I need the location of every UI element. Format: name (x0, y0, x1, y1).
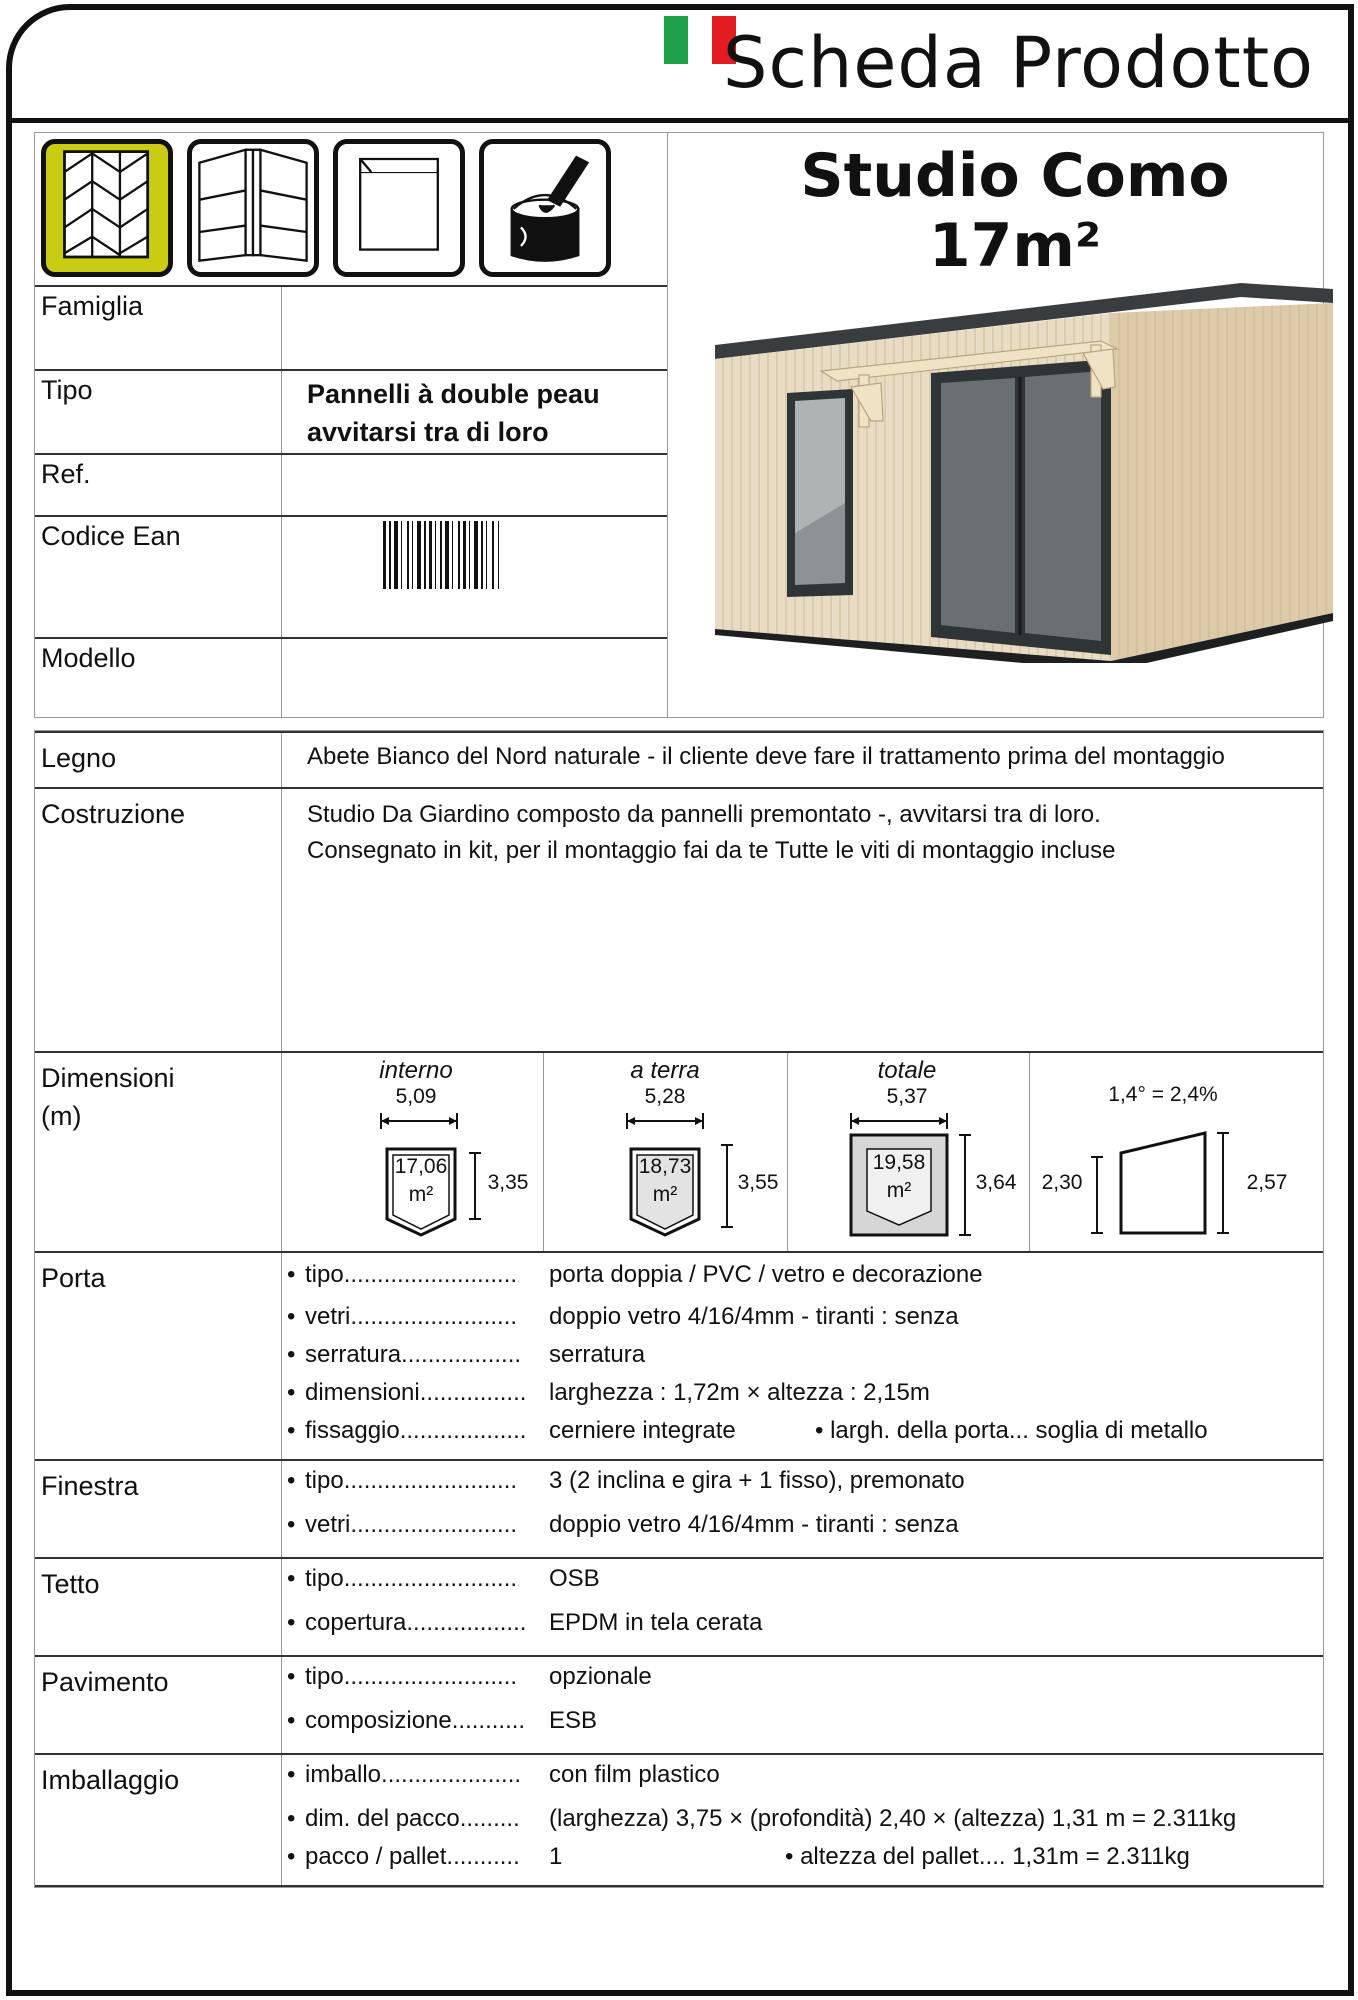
tipo-value: Pannelli à double peau avvitarsi tra di loro (307, 379, 600, 447)
porta-item: • fissaggio................... cerniere integrate • largh. della porta... soglia di metallo (287, 1417, 1208, 1444)
famiglia-row (35, 285, 667, 369)
feature-icons (35, 133, 667, 285)
paint-bucket-icon (479, 139, 611, 277)
dimensioni-row (35, 1051, 1323, 1251)
barcode-icon (381, 521, 591, 591)
tetto-row (35, 1557, 1323, 1655)
tipo-label: Tipo (41, 375, 93, 405)
dim-interno-label: interno (379, 1057, 453, 1084)
porta-item: • vetri......................... doppio vetro 4/16/4mm - tiranti : senza (287, 1303, 959, 1330)
spec-table (34, 730, 1324, 1888)
wood-pattern-icon (41, 139, 173, 277)
roof-profile-icon (1089, 1129, 1229, 1239)
porta-item: • tipo.......................... porta doppia / PVC / vetro e decorazione (287, 1261, 983, 1288)
product-header-block (34, 132, 1324, 718)
panels-icon (187, 139, 319, 277)
roof-high-height: 2,57 (1246, 1171, 1288, 1194)
product-image (711, 283, 1351, 663)
dim-interno (281, 1053, 543, 1251)
dim-totale-width: 5,37 (886, 1085, 928, 1108)
frame-box-icon (333, 139, 465, 277)
porta-item: • dimensioni................ larghezza : 1,72m × altezza : 2,15m (287, 1379, 930, 1406)
modello-label: Modello (41, 643, 136, 673)
dim-a-terra-unit: m² (652, 1183, 678, 1206)
costruzione-row (35, 787, 1323, 1051)
legno-label: Legno (41, 743, 117, 773)
ref-row (35, 453, 667, 515)
dim-interno-area: 17,06 (394, 1155, 448, 1178)
dim-totale-label: totale (877, 1057, 937, 1084)
tipo-row (35, 369, 667, 453)
modello-row (35, 637, 667, 717)
product-title: Studio Como 17m² (800, 141, 1230, 281)
ref-label: Ref. (41, 459, 91, 489)
dim-a-terra-label: a terra (630, 1057, 700, 1084)
imballaggio-item: • pacco / pallet........... 1 • altezza del pallet.... 1,31m = 2.311kg (287, 1843, 1190, 1870)
dim-totale-height: 3,64 (975, 1171, 1017, 1194)
finestra-item: • vetri......................... doppio vetro 4/16/4mm - tiranti : senza (287, 1511, 959, 1538)
finestra-label: Finestra (41, 1471, 139, 1501)
pavimento-item: • composizione........... ESB (287, 1707, 598, 1734)
dim-totale-area: 19,58 (872, 1151, 926, 1174)
dim-a-terra-area: 18,73 (638, 1155, 692, 1178)
dim-interno-unit: m² (408, 1183, 434, 1206)
pavimento-row (35, 1655, 1323, 1753)
roof-slope: 1,4° = 2,4% (1108, 1083, 1218, 1106)
costruzione-label: Costruzione (41, 799, 186, 829)
title-divider (6, 118, 1354, 123)
imballaggio-item: • dim. del pacco......... (larghezza) 3,75 × (profondità) 2,40 × (altezza) 1,31 m = 2.311kg (287, 1805, 1237, 1832)
dimensioni-label: Dimensioni (m) (41, 1063, 175, 1131)
dim-totale (787, 1053, 1029, 1251)
dim-a-terra-height: 3,55 (737, 1171, 779, 1194)
dim-interno-height: 3,35 (487, 1171, 529, 1194)
dim-a-terra-width: 5,28 (644, 1085, 686, 1108)
legno-row (35, 731, 1323, 787)
porta-row (35, 1251, 1323, 1459)
finestra-item: • tipo.......................... 3 (2 inclina e gira + 1 fisso), premonato (287, 1467, 965, 1494)
porta-label: Porta (41, 1263, 106, 1293)
tetto-item: • tipo.......................... OSB (287, 1565, 600, 1592)
page-title: Scheda Prodotto (723, 22, 1314, 104)
imballaggio-row (35, 1753, 1323, 1887)
pavimento-item: • tipo.......................... opzionale (287, 1663, 652, 1690)
tetto-label: Tetto (41, 1569, 100, 1599)
dim-roof (1029, 1053, 1323, 1251)
tetto-item: • copertura.................. EPDM in tela cerata (287, 1609, 763, 1636)
famiglia-label: Famiglia (41, 291, 144, 321)
finestra-row (35, 1459, 1323, 1557)
imballaggio-label: Imballaggio (41, 1765, 180, 1795)
pavimento-label: Pavimento (41, 1667, 169, 1697)
costruzione-value: Studio Da Giardino composto da pannelli premontato -, avvitarsi tra di loro. Consegnato in kit, per il montaggio fai da te Tutte le viti di montaggio incluse (307, 801, 1116, 864)
dim-a-terra (543, 1053, 787, 1251)
imballaggio-item: • imballo..................... con film plastico (287, 1761, 720, 1788)
legno-value: Abete Bianco del Nord naturale - il cliente deve fare il trattamento prima del montaggio (307, 743, 1225, 770)
ean-label: Codice Ean (41, 521, 181, 551)
ean-row (35, 515, 667, 637)
roof-low-height: 2,30 (1041, 1171, 1083, 1194)
dim-totale-unit: m² (886, 1179, 912, 1202)
porta-item: • serratura.................. serratura (287, 1341, 646, 1368)
top-divider (667, 133, 668, 717)
dim-interno-width: 5,09 (395, 1085, 437, 1108)
